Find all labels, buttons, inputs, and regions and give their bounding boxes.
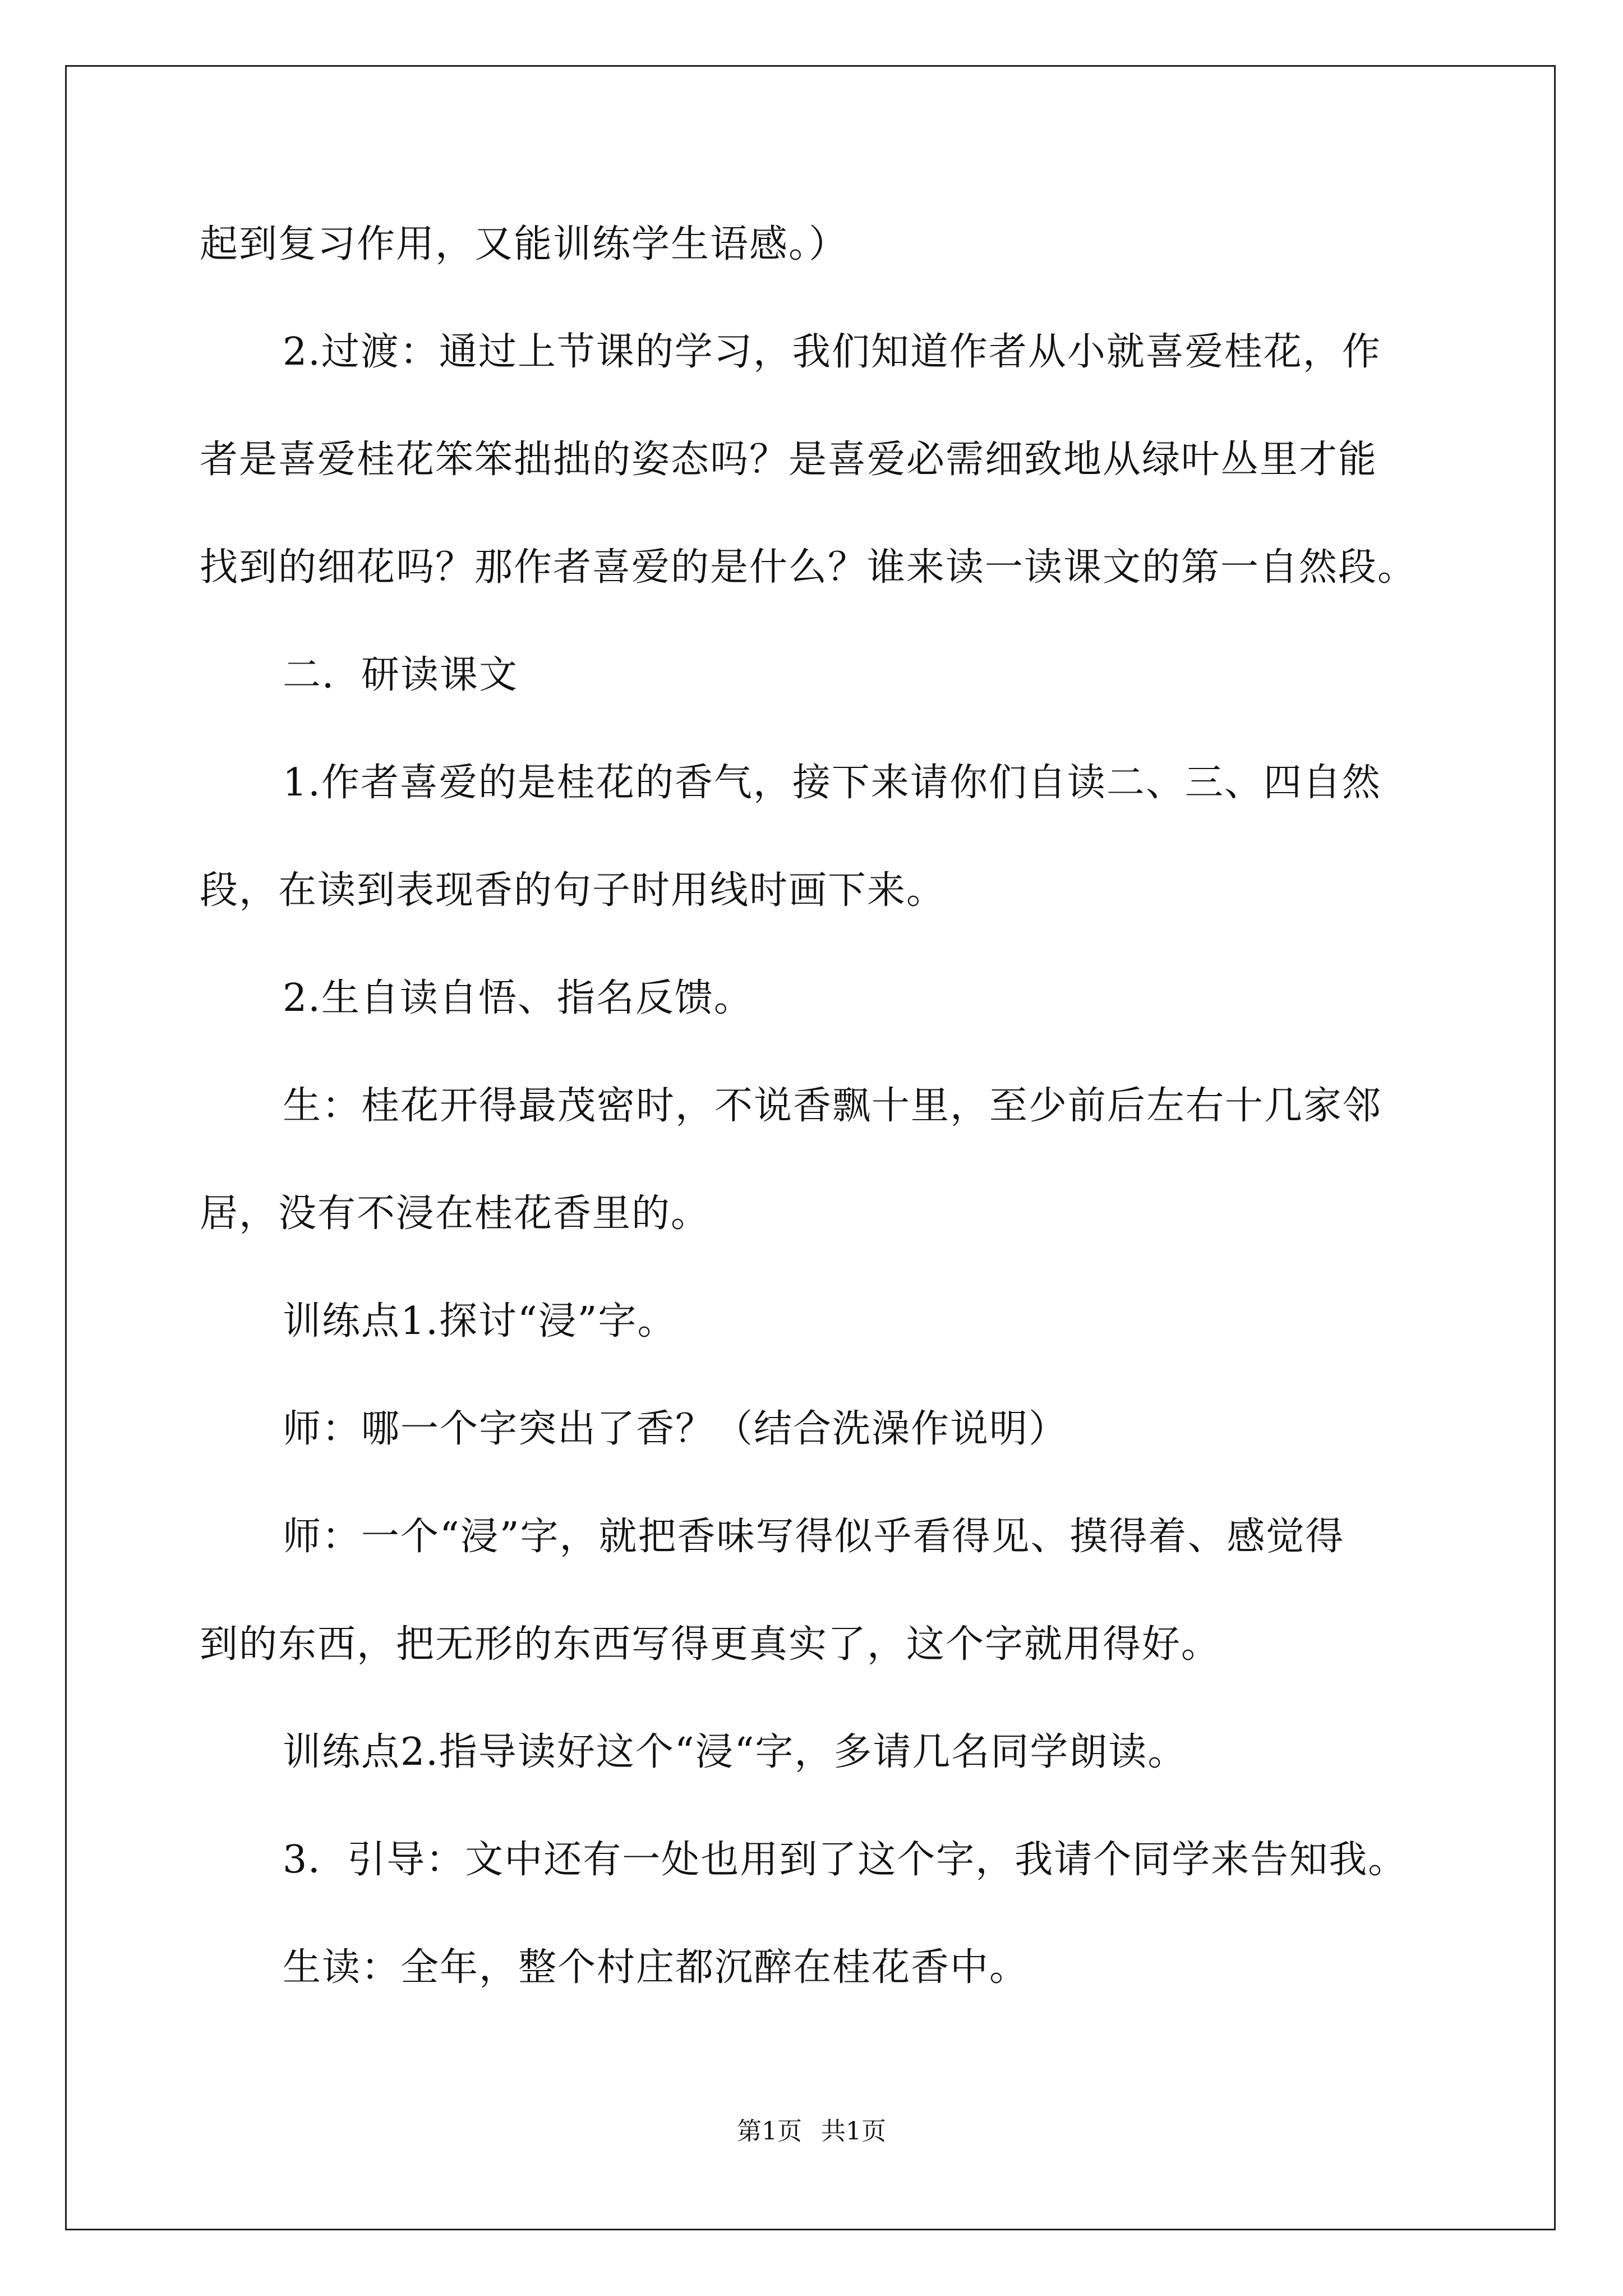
text-line: 1.作者喜爱的是桂花的香气，接下来请你们自读二、三、四自然: [283, 761, 1381, 805]
text-line: 训练点1.探讨“浸”字。: [283, 1299, 677, 1343]
text-line: 生：桂花开得最茂密时，不说香飘十里，至少前后左右十几家邻: [283, 1084, 1382, 1128]
text-line: 起到复习作用，又能训练学生语感。）: [200, 222, 849, 266]
text-line: 2.生自读自悟、指名反馈。: [283, 976, 753, 1020]
text-line: 到的东西，把无形的东西写得更真实了，这个字就用得好。: [200, 1622, 1221, 1667]
page-total: 共1页: [821, 2117, 886, 2146]
text-line: 师：哪一个字突出了香？（结合洗澡作说明）: [283, 1407, 1068, 1451]
page-footer: [0, 2115, 1623, 2148]
text-line: 师：一个“浸”字，就把香味写得似乎看得见、摸得着、感觉得: [283, 1515, 1345, 1559]
document-body: [200, 191, 1428, 2022]
text-line: 找到的细花吗？那作者喜爱的是什么？谁来读一读课文的第一自然段。: [200, 545, 1417, 590]
text-line: 段，在读到表现香的句子时用线时画下来。: [200, 868, 946, 913]
text-line: 居，没有不浸在桂花香里的。: [200, 1191, 711, 1236]
text-line: 3．引导：文中还有一处也用到了这个字，我请个同学来告知我。: [283, 1838, 1408, 1882]
text-line: 生读：全年，整个村庄都沉醉在桂花香中。: [283, 1945, 1029, 1990]
text-line: 2.过渡：通过上节课的学习，我们知道作者从小就喜爱桂花，作: [283, 330, 1381, 374]
text-line: 训练点2.指导读好这个“浸“字，多请几名同学朗读。: [283, 1730, 1187, 1774]
section-heading: 二．研读课文: [283, 653, 519, 697]
page-number: 第1页: [737, 2117, 802, 2146]
text-line: 者是喜爱桂花笨笨拙拙的姿态吗？是喜爱必需细致地从绿叶丛里才能: [200, 438, 1378, 482]
